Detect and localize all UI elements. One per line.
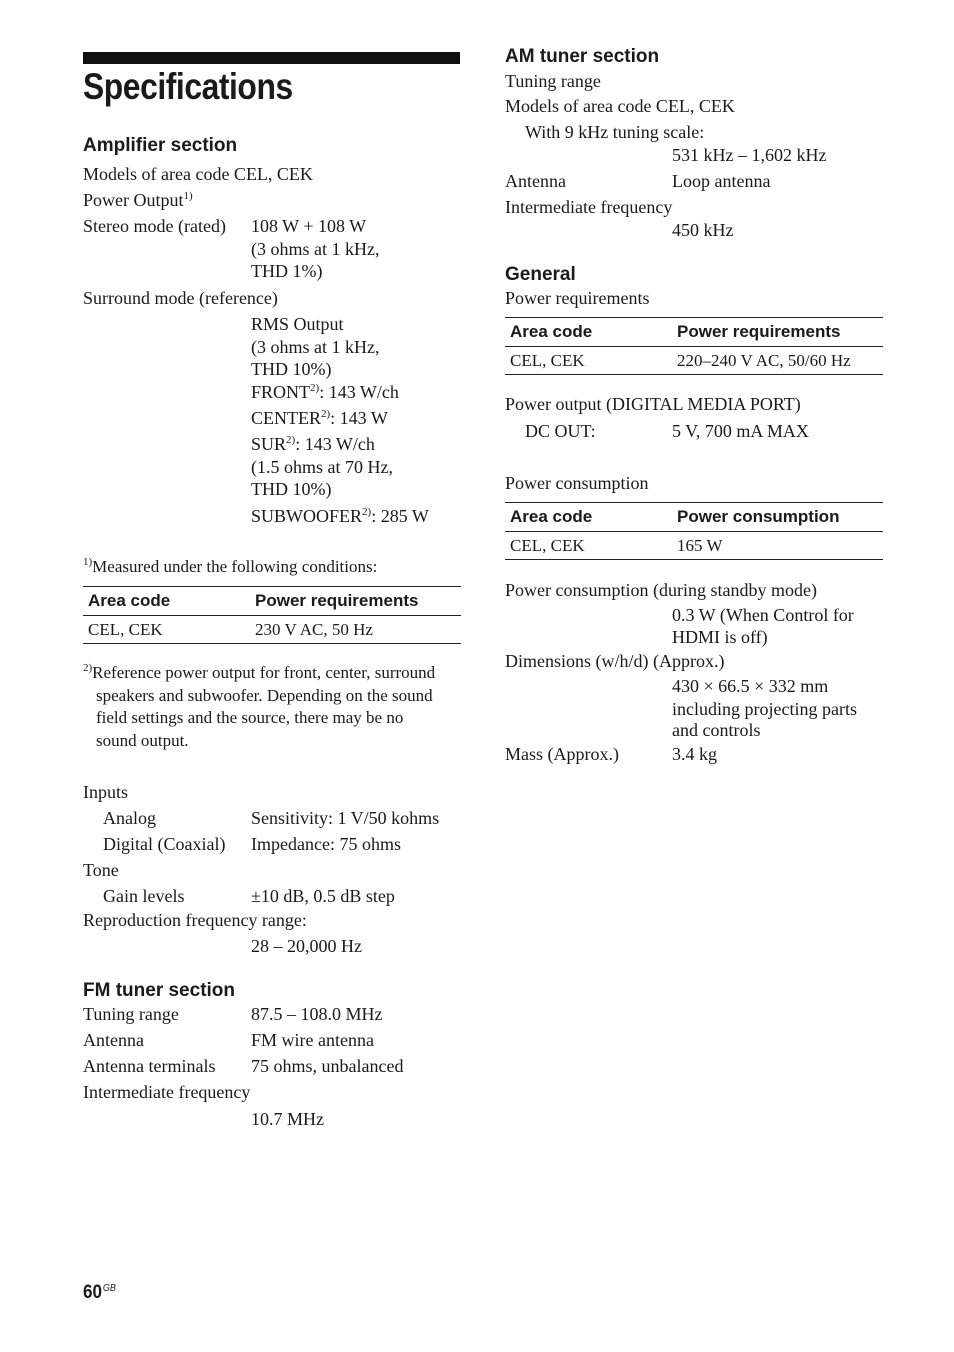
surround-value-2: (3 ohms at 1 kHz, (251, 337, 380, 357)
stereo-value-1: 108 W + 108 W (251, 216, 367, 236)
fm-antenna-label: Antenna (83, 1030, 144, 1050)
fm-antenna-value: FM wire antenna (251, 1030, 374, 1050)
amp-models: Models of area code CEL, CEK (83, 164, 313, 184)
analog-value: Sensitivity: 1 V/50 kohms (251, 808, 440, 828)
mass-value: 3.4 kg (672, 744, 717, 764)
am-if-value: 450 kHz (672, 220, 734, 240)
power-req-table (505, 317, 883, 375)
mass-label: Mass (Approx.) (505, 744, 619, 764)
table-row (505, 347, 883, 375)
general-heading: General (505, 264, 576, 285)
dcout-value: 5 V, 700 mA MAX (672, 421, 809, 441)
footnote-1-table (83, 586, 461, 644)
fm-if-value: 10.7 MHz (251, 1109, 324, 1129)
am-antenna-value: Loop antenna (672, 171, 771, 191)
fm-heading: FM tuner section (83, 980, 236, 1001)
analog-label: Analog (103, 808, 156, 828)
repro-value: 28 – 20,000 Hz (251, 936, 362, 956)
sur-condition-1: (1.5 ohms at 70 Hz, (251, 457, 393, 477)
table-cell: 165 W (677, 532, 883, 560)
footnote-2: $^{2)}$Reference power output for front, center, surround speakers and subwoofer. Depending on the sound field settings and the source, there may be no sound output. (83, 662, 436, 750)
table-header: Area code (505, 318, 677, 347)
page-title: Specifications (83, 66, 293, 107)
fm-tuning-value: 87.5 – 108.0 MHz (251, 1004, 383, 1024)
table-header-row (83, 587, 461, 616)
table-cell: CEL, CEK (83, 616, 255, 644)
dimensions-value-3: and controls (672, 720, 761, 740)
am-if-label: Intermediate frequency (505, 197, 673, 217)
surround-label: Surround mode (reference) (83, 288, 278, 308)
standby-value-1: 0.3 W (When Control for (672, 605, 854, 625)
dimensions-value-1: 430 × 66.5 × 332 mm (672, 676, 829, 696)
power-req-label: Power requirements (505, 288, 650, 308)
table-cell: 220–240 V AC, 50/60 Hz (677, 347, 883, 375)
gain-value: ±10 dB, 0.5 dB step (251, 886, 395, 906)
title-rule (83, 52, 460, 64)
surround-value-1: RMS Output (251, 314, 344, 334)
table-header: Power requirements (677, 318, 883, 347)
subwoofer-output: SUBWOOFER$^{2)}$: 285 W (251, 506, 429, 526)
table-header: Area code (505, 503, 677, 532)
table-header: Power requirements (255, 587, 461, 616)
consumption-label: Power consumption (505, 473, 649, 493)
table-header: Area code (83, 587, 255, 616)
table-header-row (505, 503, 883, 532)
fm-terminals-label: Antenna terminals (83, 1056, 216, 1076)
table-row (83, 616, 461, 644)
tone-label: Tone (83, 860, 119, 880)
stereo-value-2: (3 ohms at 1 kHz, (251, 239, 380, 259)
digital-label: Digital (Coaxial) (103, 834, 226, 854)
fm-if-label: Intermediate frequency (83, 1082, 251, 1102)
am-scale-value: 531 kHz – 1,602 kHz (672, 145, 827, 165)
am-scale-label: With 9 kHz tuning scale: (525, 122, 705, 142)
table-cell: CEL, CEK (505, 347, 677, 375)
table-header: Power consumption (677, 503, 883, 532)
am-models: Models of area code CEL, CEK (505, 96, 735, 116)
repro-label: Reproduction frequency range: (83, 910, 307, 930)
stereo-label: Stereo mode (rated) (83, 216, 226, 236)
footnote-1: $^{1)}$Measured under the following conditions: (83, 556, 378, 576)
amplifier-heading: Amplifier section (83, 135, 238, 156)
front-output: FRONT$^{2)}$: 143 W/ch (251, 382, 399, 402)
center-output: CENTER$^{2)}$: 143 W (251, 408, 388, 428)
sur-condition-2: THD 10%) (251, 479, 332, 499)
table-header-row (505, 318, 883, 347)
am-heading: AM tuner section (505, 46, 660, 67)
digital-value: Impedance: 75 ohms (251, 834, 401, 854)
standby-value-2: HDMI is off) (672, 627, 768, 647)
inputs-label: Inputs (83, 782, 128, 802)
table-cell: CEL, CEK (505, 532, 677, 560)
standby-label: Power consumption (during standby mode) (505, 580, 817, 600)
dimensions-label: Dimensions (w/h/d) (Approx.) (505, 651, 725, 671)
gain-label: Gain levels (103, 886, 185, 906)
dimensions-value-2: including projecting parts (672, 699, 857, 719)
fm-tuning-label: Tuning range (83, 1004, 179, 1024)
table-row (505, 532, 883, 560)
power-output-label: Power Output$^{1)}$ (83, 190, 193, 210)
am-tuning-label: Tuning range (505, 71, 601, 91)
sur-output: SUR$^{2)}$: 143 W/ch (251, 434, 375, 454)
surround-value-3: THD 10%) (251, 359, 332, 379)
dcout-label: DC OUT: (525, 421, 596, 441)
consumption-table (505, 502, 883, 560)
fm-terminals-value: 75 ohms, unbalanced (251, 1056, 404, 1076)
stereo-value-3: THD 1%) (251, 261, 323, 281)
dmport-label: Power output (DIGITAL MEDIA PORT) (505, 394, 801, 414)
page-number: $60^{GB}$ (83, 1282, 116, 1303)
am-antenna-label: Antenna (505, 171, 566, 191)
table-cell: 230 V AC, 50 Hz (255, 616, 461, 644)
